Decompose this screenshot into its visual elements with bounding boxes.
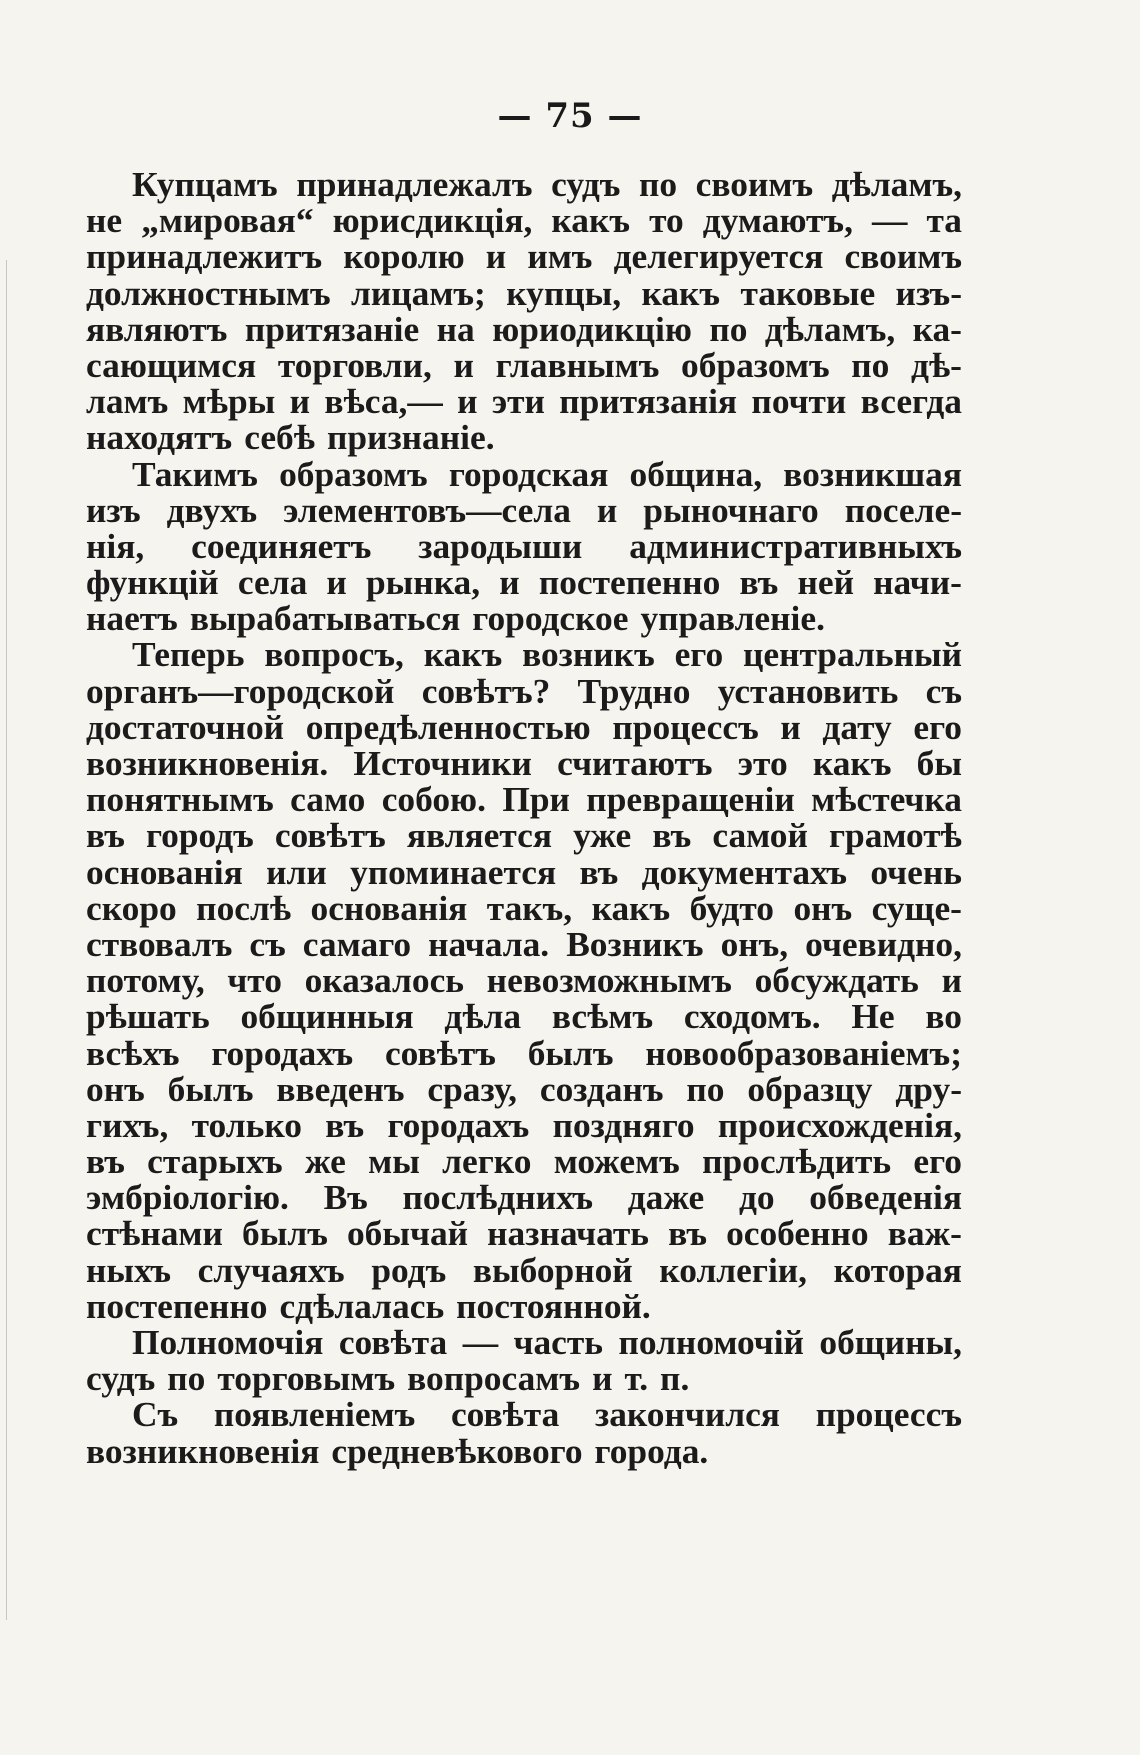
paragraph — [86, 453, 962, 639]
text-line: находятъ себѣ признаніе. — [86, 417, 495, 458]
text-line: всѣхъ городахъ совѣтъ былъ новообразованіемъ; — [86, 1032, 962, 1073]
text-line: достаточной опредѣленностью процессъ и дату его — [86, 706, 962, 747]
text-line: изъ двухъ элементовъ—села и рыночнаго поселе- — [86, 489, 962, 530]
text-line: сающимся торговли, и главнымъ образомъ по дѣ- — [86, 344, 962, 385]
text-line: постепенно сдѣлалась постоянной. — [86, 1285, 651, 1326]
text-line: потому, что оказалось невозможнымъ обсуждать и — [86, 960, 962, 1001]
text-line: основанія или упоминается въ документахъ очень — [86, 851, 962, 892]
text-line: гихъ, только въ городахъ поздняго происхожденія, — [86, 1104, 962, 1145]
text-line: функцій села и рынка, и постепенно въ ней начи- — [86, 562, 962, 603]
page-number: — 75 — — [497, 96, 643, 136]
paragraph — [86, 636, 962, 1324]
text-line: ныхъ случаяхъ родъ выборной коллегіи, которая — [86, 1249, 962, 1290]
text-line: нія, соединяетъ зародыши административныхъ — [86, 525, 962, 566]
text-line: ламъ мѣры и вѣса,— и эти притязанія почти всегда — [86, 381, 962, 422]
text-line: Такимъ образомъ городская община, возникшая — [132, 453, 962, 494]
text-line: наетъ вырабатываться городское управленіе. — [86, 598, 825, 639]
page-edge-line — [6, 260, 7, 1620]
text-line: должностнымъ лицамъ; купцы, какъ таковые изъ- — [86, 272, 962, 313]
text-line: эмбріологію. Въ послѣднихъ даже до обведенія — [86, 1177, 962, 1218]
text-line: судъ по торговымъ вопросамъ и т. п. — [86, 1358, 690, 1399]
text-line: возникновенія. Источники считаютъ это какъ бы — [86, 743, 962, 783]
text-line: понятнымъ само собою. При превращеніи мѣстечка — [86, 779, 962, 820]
text-line: рѣшать общинныя дѣла всѣмъ сходомъ. Не во — [86, 996, 962, 1037]
text-line: не „мировая“ юрисдикція, какъ то думаютъ, — та — [86, 200, 962, 241]
text-line: ствовалъ съ самаго начала. Возникъ онъ, очевидно, — [86, 923, 962, 964]
text-line: Теперь вопросъ, какъ возникъ его центральный — [132, 634, 962, 675]
text-line: въ городъ совѣтъ является уже въ самой грамотѣ — [86, 815, 962, 856]
text-line: онъ былъ введенъ сразу, созданъ по образцу дру- — [86, 1068, 962, 1109]
text-line: возникновенія средневѣкового города. — [86, 1430, 709, 1471]
text-line: Полномочія совѣта — часть полномочій общины, — [132, 1322, 962, 1362]
paragraph — [86, 1322, 962, 1399]
text-line: органъ—городской совѣтъ? Трудно установить съ — [86, 670, 962, 711]
text-line: Купцамъ принадлежалъ судъ по своимъ дѣламъ, — [132, 164, 962, 204]
text-line: являютъ притязаніе на юриодикцію по дѣламъ, ка- — [86, 308, 962, 349]
paragraph — [86, 166, 962, 456]
body-text — [86, 166, 962, 1469]
text-line: стѣнами былъ обычай назначать въ особенно важ- — [86, 1213, 962, 1254]
text-line: скоро послѣ основанія такъ, какъ будто онъ суще- — [86, 887, 962, 928]
text-line: принадлежитъ королю и имъ делегируется своимъ — [86, 236, 962, 277]
paragraph — [86, 1394, 962, 1471]
text-line: Съ появленіемъ совѣта закончился процессъ — [132, 1394, 962, 1435]
text-line: въ старыхъ же мы легко можемъ прослѣдить его — [86, 1141, 962, 1182]
